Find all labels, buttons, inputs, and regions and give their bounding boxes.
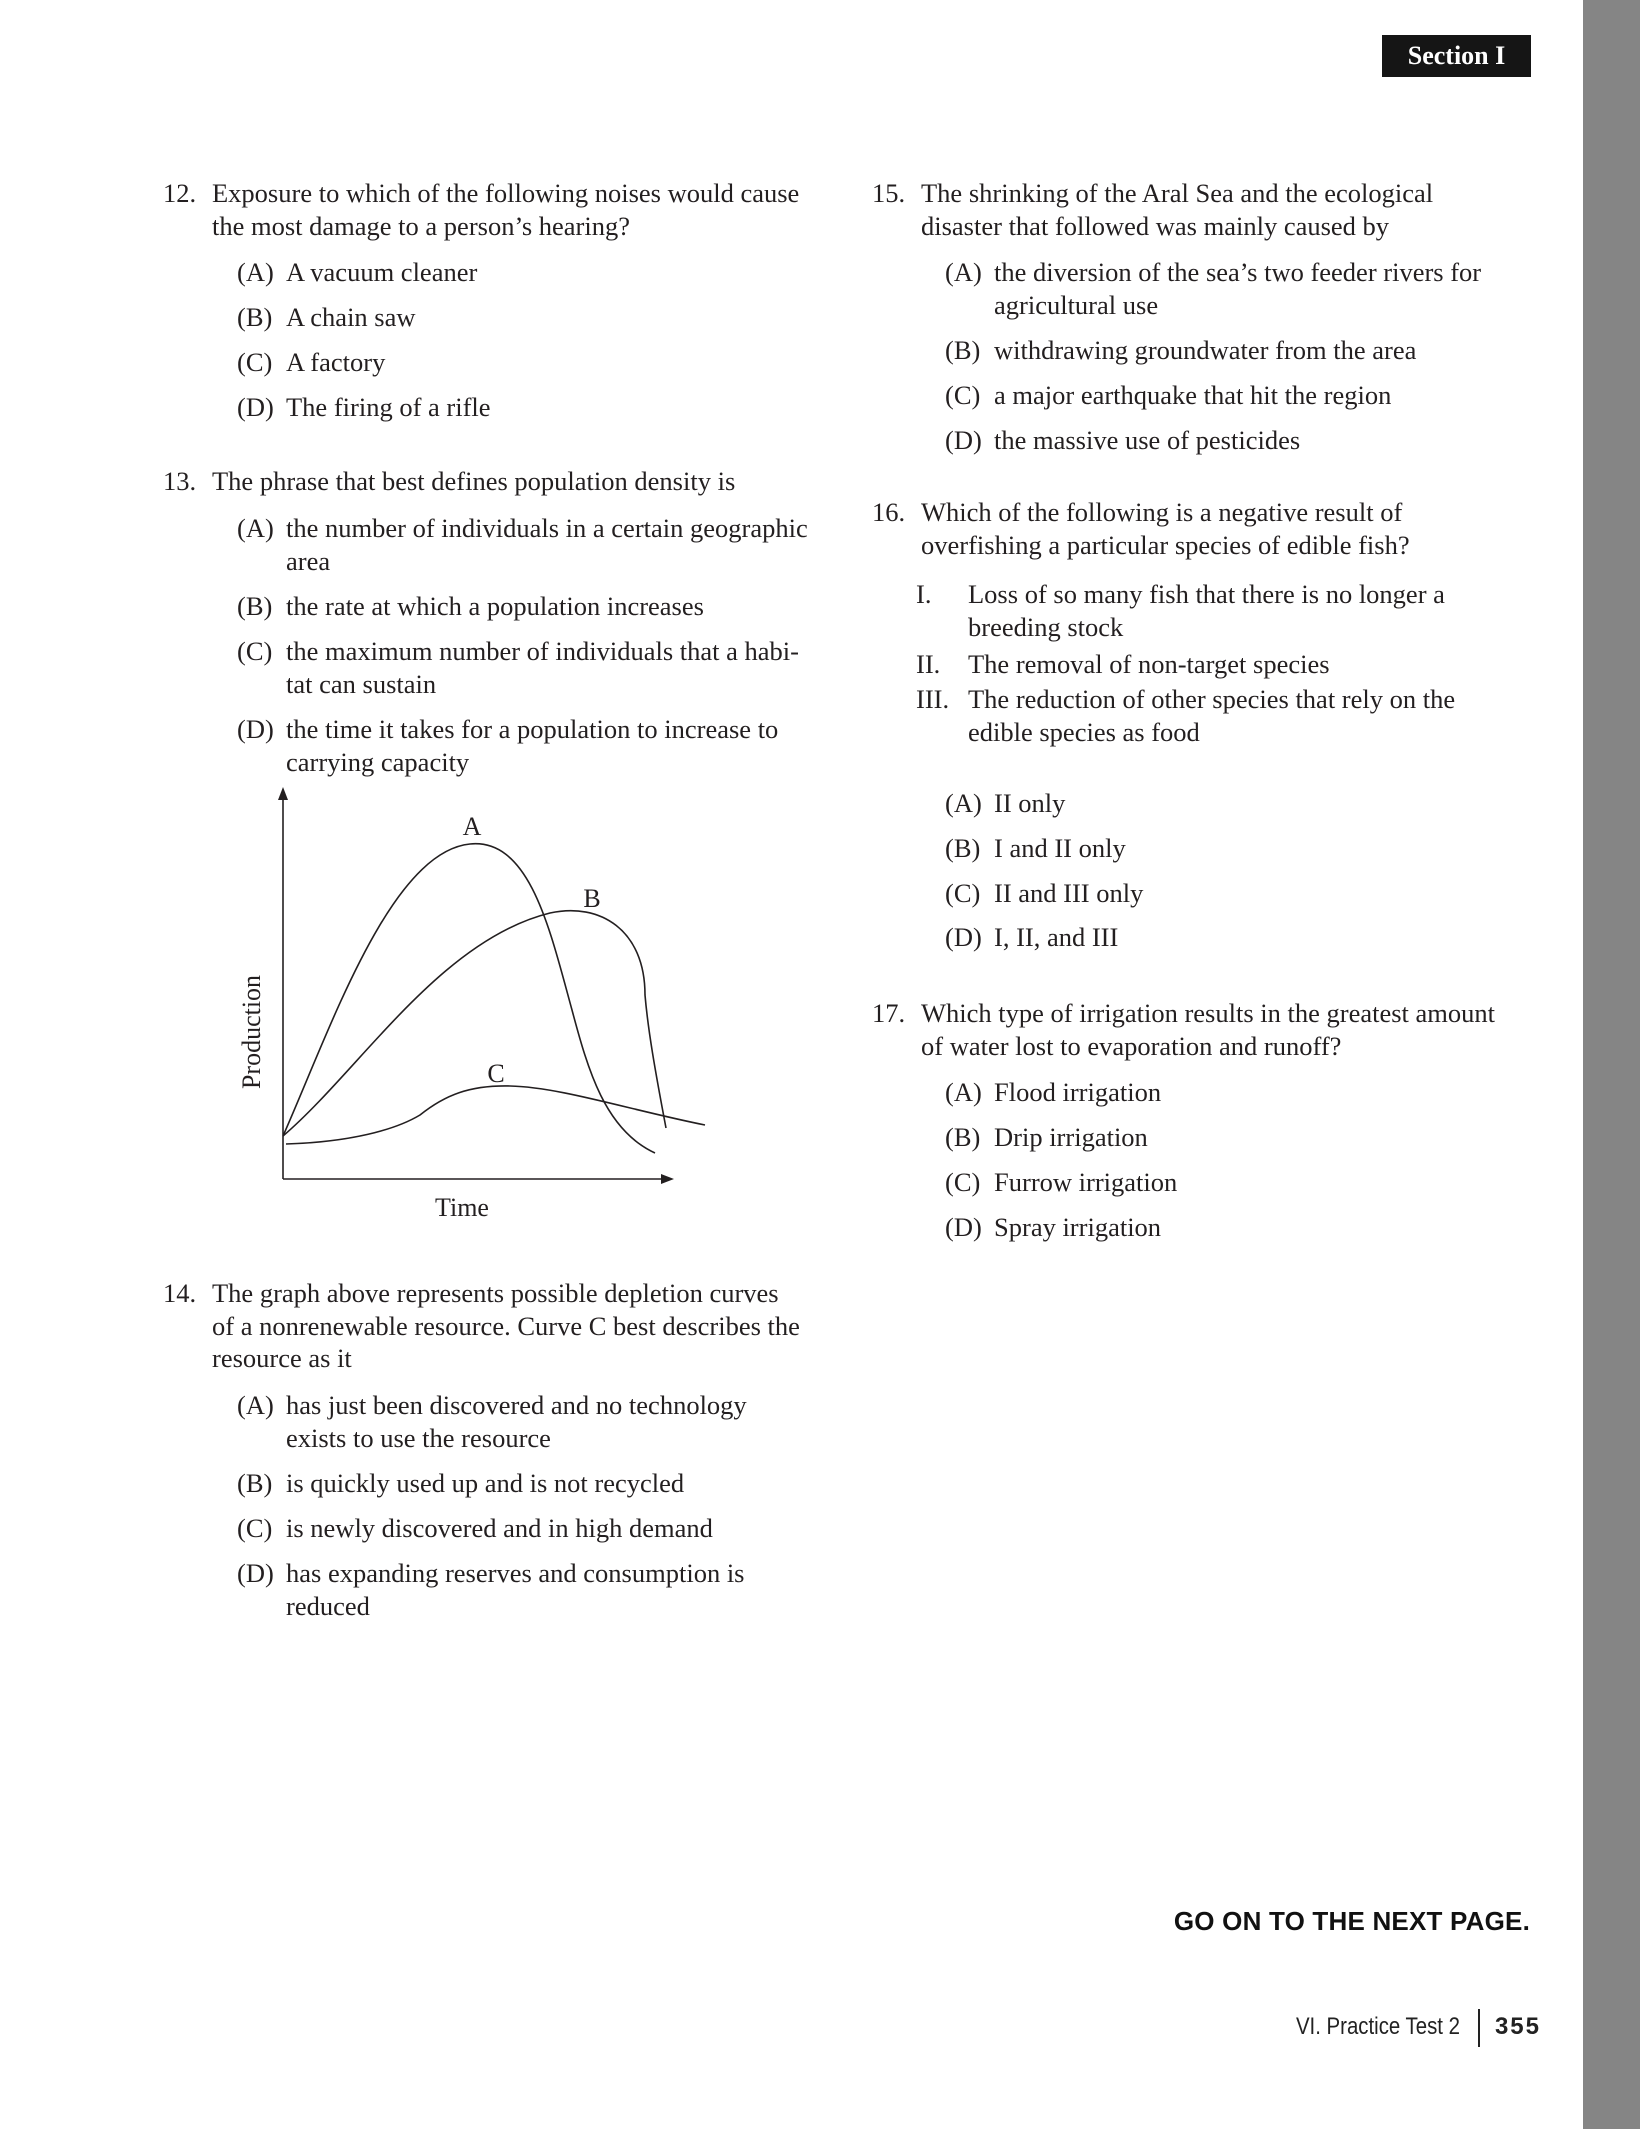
x-axis-label: Time (435, 1193, 489, 1220)
footer-section-label: VI. Practice Test 2 (1295, 2013, 1460, 2040)
y-axis-arrow-icon (278, 787, 288, 800)
curve-label-b: B (583, 884, 601, 913)
curve-c (286, 1086, 705, 1144)
y-axis-label: Production (237, 974, 266, 1090)
question-number: 17. (872, 998, 906, 1028)
curve-label-a: A (462, 812, 482, 841)
question-stem: Exposure to which of the following noises would cause the most damage to a person’s hearing? (212, 178, 800, 241)
question-stem: The graph above represents possible depletion curves of a nonrenewable resource. Curve C best describes the resource as it (212, 1278, 800, 1373)
footer-divider (1478, 2009, 1480, 2047)
question-stem: The phrase that best defines population density is (212, 466, 736, 496)
x-axis-arrow-icon (661, 1174, 674, 1184)
question-stem: Which type of irrigation results in the greatest amount of water lost to evaporation and runoff? (921, 998, 1496, 1061)
question-number: 14. (163, 1278, 197, 1308)
curve-label-c: C (487, 1059, 505, 1088)
question-number: 13. (163, 466, 197, 496)
question-stem: The shrinking of the Aral Sea and the ecological disaster that followed was mainly caused by (921, 178, 1434, 241)
question-stem: Which of the following is a negative result of overfishing a particular species of edible fish? (921, 497, 1410, 560)
question-number: 16. (872, 497, 906, 527)
depletion-curves-graph (220, 780, 720, 1220)
page-number: 355 (1494, 2013, 1541, 2040)
section-badge: Section I (1382, 35, 1531, 77)
page-edge-tab (1583, 0, 1640, 2129)
question-number: 12. (163, 178, 197, 208)
question-number: 15. (872, 178, 906, 208)
go-on-notice: GO ON TO THE NEXT PAGE. (1173, 1906, 1530, 1936)
